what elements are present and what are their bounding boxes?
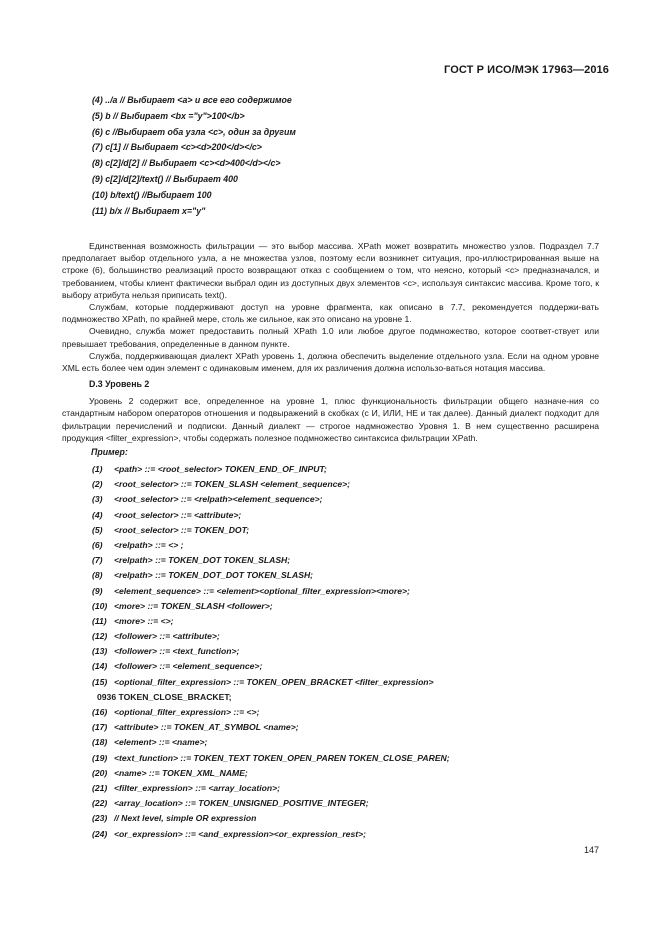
paragraph: Уровень 2 содержит все, определенное на уровне 1, плюс функциональность фильтрации общего назначе-ния со стандартным набором операторов отношения и подвыражений в скобках (с И, ИЛИ, НЕ и так далее). Данный диалект подходит для фильтрации перечислений и подписки. Данный диалект — строгое надмножество Уровня 1. В нем существенно расширена продукция <filter_expression>, чтобы содержать полезное подмножество синтаксиса фильтрации XPath.	[62, 396, 599, 443]
page-number: 147	[583, 845, 599, 855]
grammar-number: (14)	[92, 661, 108, 672]
grammar-number: (16)	[92, 707, 108, 717]
grammar-rule: <element_sequence> ::= <element><optional_filter_expression><more>;	[114, 585, 410, 596]
grammar-rule: <more> ::= TOKEN_SLASH <follower>;	[114, 600, 273, 611]
xpath-example-list	[92, 93, 296, 219]
grammar-rule: <follower> ::= <element_sequence>;	[114, 661, 263, 672]
paragraph: Единственная возможность фильтрации — это выбор массива. XPath может возвратить множество узлов. Подраздел 7.7 предполагает выбор отдельного узла, а не множества узлов, поэтому если возникнет ситуация, про-иллюстрированная выше на строке (6), большинство реализаций просто возвращают отказ с сообщением о том, что неясно, который <с> предназначался, и требованием, чтобы клиент фактически выбрал один из доступных двух элементов <с>, используя синтаксис массива. Кроме того, к выбору атрибута нельзя приписать text().	[62, 241, 599, 300]
body-text	[62, 240, 599, 444]
grammar-row	[92, 751, 450, 766]
grammar-number: (9)	[92, 585, 103, 596]
grammar-number: (1)	[92, 464, 103, 474]
grammar-row	[92, 781, 450, 796]
document-header: ГОСТ Р ИСО/МЭК 17963—2016	[444, 64, 609, 76]
grammar-number: (21)	[92, 782, 108, 793]
grammar-rule: <more> ::= <>;	[114, 615, 174, 626]
grammar-rule: // Next level, simple OR expression	[114, 813, 257, 824]
grammar-rule: <filter_expression> ::= <array_location>;	[114, 782, 280, 793]
grammar-rule: <follower> ::= <text_function>;	[114, 646, 240, 657]
grammar-row	[92, 811, 450, 826]
section-heading: D.3 Уровень 2	[89, 379, 150, 390]
grammar-number: (2)	[92, 479, 103, 490]
grammar-number: (24)	[92, 828, 108, 839]
grammar-rule: 0936 TOKEN_CLOSE_BRACKET;	[97, 691, 232, 702]
grammar-rule: <relpath> ::= TOKEN_DOT TOKEN_SLASH;	[114, 555, 291, 566]
grammar-number: (23)	[92, 813, 108, 824]
grammar-row	[92, 629, 450, 644]
grammar-rule: <follower> ::= <attribute>;	[114, 631, 220, 642]
grammar-row	[92, 644, 450, 659]
grammar-number: (22)	[92, 798, 108, 809]
grammar-row	[92, 584, 450, 599]
grammar-number: (8)	[92, 570, 103, 581]
grammar-number: (10)	[92, 600, 108, 611]
grammar-rule: <text_function> ::= TOKEN_TEXT TOKEN_OPEN_PAREN TOKEN_CLOSE_PAREN;	[114, 752, 450, 763]
grammar-number: (17)	[92, 722, 108, 733]
grammar-row	[92, 538, 450, 553]
grammar-row	[92, 659, 450, 674]
grammar-rule: <root_selector> ::= <attribute>;	[114, 509, 242, 520]
grammar-row	[92, 523, 450, 538]
example-label: Пример:	[91, 447, 128, 457]
grammar-number: (18)	[92, 737, 108, 748]
paragraph: Очевидно, служба может предоставить полный XPath 1.0 или любое другое подмножество, которое соответ-ствует или превышает требования, определенные в данном пункте.	[62, 326, 599, 349]
grammar-row-continuation	[92, 690, 450, 705]
grammar-list	[92, 462, 450, 842]
list-item: (11) b/x // Выбирает x="y"	[92, 205, 206, 216]
grammar-row	[92, 720, 450, 735]
grammar-number: (13)	[92, 646, 108, 657]
grammar-rule: <root_selector> ::= TOKEN_SLASH <element_sequence>;	[114, 479, 351, 490]
grammar-rule: <optional_filter_expression> ::= <>;	[114, 707, 260, 717]
grammar-row	[92, 796, 450, 811]
grammar-row	[92, 766, 450, 781]
grammar-row	[92, 705, 450, 720]
list-item: (6) c //Выбирает оба узла <c>, один за другим	[92, 126, 296, 137]
grammar-number: (19)	[92, 752, 108, 763]
grammar-row	[92, 462, 450, 477]
grammar-row	[92, 568, 450, 583]
grammar-row	[92, 492, 450, 507]
grammar-number: (12)	[92, 631, 108, 642]
grammar-number: (7)	[92, 555, 103, 566]
grammar-number: (6)	[92, 539, 103, 550]
paragraph: Службам, которые поддерживают доступ на уровне фрагмента, как описано в 7.7, рекомендуется поддержи-вать подмножество XPath, по крайней мере, столь же сильное, как это описано на уровне 1.	[62, 302, 599, 325]
grammar-number: (4)	[92, 509, 103, 520]
grammar-rule: <optional_filter_expression> ::= TOKEN_OPEN_BRACKET <filter_expression>	[114, 676, 434, 687]
grammar-rule: <root_selector> ::= <relpath><element_sequence>;	[114, 494, 323, 505]
paragraph: Служба, поддерживающая диалект XPath уровень 1, должна обеспечить выделение отдельного узла. Если на одном уровне XML есть более чем один элемент с одинаковым именем, для их различения должна использо-ваться нотация массива.	[62, 350, 599, 374]
grammar-rule: <root_selector> ::= TOKEN_DOT;	[114, 524, 250, 535]
grammar-rule: <relpath> ::= TOKEN_DOT_DOT TOKEN_SLASH;	[114, 570, 314, 581]
grammar-row	[92, 508, 450, 523]
grammar-number: (15)	[92, 676, 108, 687]
grammar-row	[92, 735, 450, 750]
grammar-rule: <array_location> ::= TOKEN_UNSIGNED_POSITIVE_INTEGER;	[114, 798, 369, 809]
list-item: (9) c[2]/d[2]/text() // Выбирает 400	[92, 173, 238, 184]
grammar-rule: <attribute> ::= TOKEN_AT_SYMBOL <name>;	[114, 722, 299, 733]
list-item: (10) b/text() //Выбирает 100	[92, 189, 212, 200]
list-item: (5) b // Выбирает <bx ="y">100</b>	[92, 110, 245, 121]
grammar-rule: <relpath> ::= <> ;	[114, 539, 184, 550]
list-item: (7) c[1] // Выбирает <c><d>200</d></c>	[92, 142, 262, 153]
grammar-rule: <path> ::= <root_selector> TOKEN_END_OF_INPUT;	[114, 464, 327, 474]
list-item: (4) ../a // Выбирает <a> и все его содержимое	[92, 95, 292, 105]
grammar-rule: <or_expression> ::= <and_expression><or_expression_rest>;	[114, 828, 366, 839]
grammar-row	[92, 599, 450, 614]
grammar-number: (11)	[92, 615, 107, 626]
grammar-rule: <element> ::= <name>;	[114, 737, 208, 748]
grammar-number: (3)	[92, 494, 103, 505]
grammar-row	[92, 827, 450, 842]
list-item: (8) c[2]/d[2] // Выбирает <c><d>400</d></c>	[92, 158, 281, 169]
grammar-number: (20)	[92, 767, 108, 778]
grammar-row	[92, 675, 450, 690]
grammar-row	[92, 614, 450, 629]
grammar-rule: <name> ::= TOKEN_XML_NAME;	[114, 767, 248, 778]
grammar-row	[92, 477, 450, 492]
grammar-row	[92, 553, 450, 568]
grammar-number: (5)	[92, 524, 103, 535]
